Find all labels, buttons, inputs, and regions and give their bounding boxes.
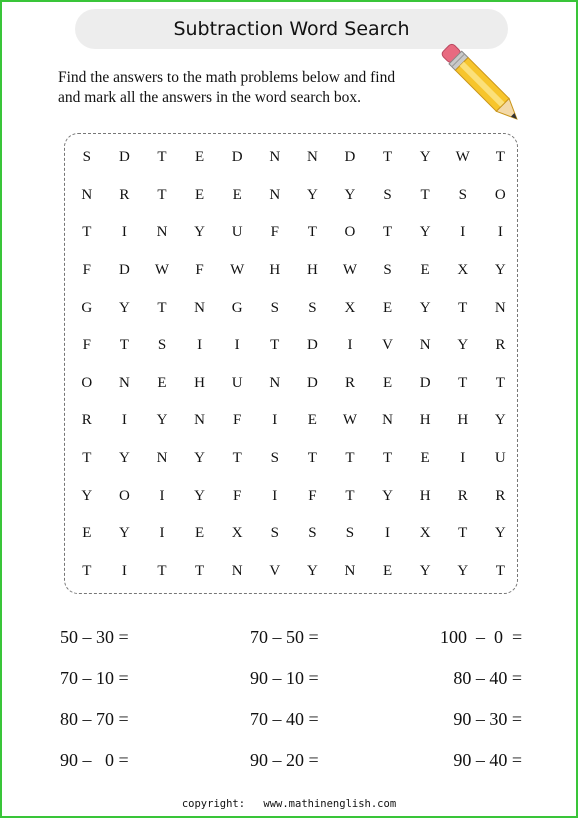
- grid-letter[interactable]: X: [231, 525, 243, 542]
- grid-letter[interactable]: E: [382, 374, 393, 391]
- grid-letter[interactable]: N: [382, 412, 393, 429]
- grid-letter[interactable]: I: [497, 224, 503, 241]
- grid-letter[interactable]: N: [194, 299, 205, 316]
- grid-letter[interactable]: T: [345, 487, 355, 504]
- grid-letter[interactable]: S: [308, 299, 317, 316]
- grid-letter[interactable]: N: [306, 149, 318, 166]
- math-problem: 90 – 10 =: [250, 668, 319, 688]
- grid-letter[interactable]: Y: [156, 412, 168, 429]
- grid-letter[interactable]: E: [82, 525, 92, 542]
- grid-letter[interactable]: I: [159, 525, 165, 542]
- grid-letter[interactable]: N: [231, 562, 243, 579]
- grid-letter[interactable]: W: [230, 262, 245, 279]
- grid-letter[interactable]: R: [119, 186, 130, 203]
- grid-letter[interactable]: T: [345, 450, 355, 467]
- grid-letter[interactable]: U: [231, 224, 243, 241]
- grid-letter[interactable]: I: [272, 487, 278, 504]
- grid-letter[interactable]: T: [270, 337, 280, 354]
- grid-letter[interactable]: N: [269, 374, 281, 391]
- grid-letter[interactable]: F: [233, 487, 242, 504]
- grid-letter[interactable]: N: [81, 186, 93, 203]
- math-problem: 70 – 50 =: [250, 627, 319, 647]
- grid-letter[interactable]: I: [121, 224, 127, 241]
- grid-letter[interactable]: Y: [494, 525, 506, 542]
- grid-letter[interactable]: T: [82, 450, 92, 467]
- grid-letter[interactable]: Y: [382, 487, 393, 504]
- grid-letter[interactable]: I: [234, 337, 240, 354]
- grid-letter[interactable]: N: [344, 562, 356, 579]
- math-problem: 90 – 40 =: [453, 750, 522, 770]
- grid-letter[interactable]: W: [342, 262, 358, 279]
- grid-letter[interactable]: Y: [457, 337, 469, 354]
- math-problem: 100 – 0 =: [440, 627, 523, 647]
- grid-letter[interactable]: E: [382, 562, 393, 579]
- grid-letter[interactable]: I: [385, 525, 391, 542]
- grid-letter[interactable]: Y: [118, 525, 130, 542]
- grid-letter[interactable]: W: [455, 149, 470, 166]
- grid-letter[interactable]: Y: [194, 487, 205, 504]
- grid-letter[interactable]: O: [344, 224, 356, 241]
- grid-letter[interactable]: F: [82, 262, 91, 279]
- grid-letter[interactable]: Y: [419, 149, 431, 166]
- grid-letter[interactable]: T: [495, 149, 505, 166]
- page-title: Subtraction Word Search: [173, 18, 410, 40]
- grid-letter[interactable]: N: [156, 450, 168, 467]
- grid-letter[interactable]: Y: [306, 186, 318, 203]
- grid-letter[interactable]: T: [382, 224, 393, 241]
- grid-letter[interactable]: E: [157, 374, 167, 391]
- math-problem: 90 – 30 =: [453, 709, 522, 729]
- grid-letter[interactable]: G: [81, 299, 93, 316]
- word-search-grid: [68, 139, 519, 590]
- grid-letter[interactable]: O: [118, 487, 130, 504]
- grid-letter[interactable]: E: [382, 299, 393, 316]
- grid-letter[interactable]: O: [81, 374, 93, 391]
- grid-letter[interactable]: U: [494, 450, 506, 467]
- grid-letter[interactable]: S: [270, 299, 279, 316]
- grid-letter[interactable]: O: [494, 186, 506, 203]
- grid-letter[interactable]: S: [308, 525, 317, 542]
- grid-letter[interactable]: X: [344, 299, 356, 316]
- grid-letter[interactable]: T: [307, 224, 317, 241]
- math-problem: 80 – 40 =: [453, 668, 522, 688]
- grid-letter[interactable]: R: [81, 412, 92, 429]
- grid-letter[interactable]: D: [118, 262, 130, 279]
- grid-letter[interactable]: T: [157, 562, 167, 579]
- grid-letter[interactable]: W: [342, 412, 358, 429]
- grid-letter[interactable]: W: [154, 262, 170, 279]
- math-problem: 50 – 30 =: [60, 627, 129, 647]
- grid-letter[interactable]: T: [420, 186, 430, 203]
- pencil-icon: [432, 38, 524, 128]
- grid-letter[interactable]: E: [194, 186, 205, 203]
- grid-letter[interactable]: R: [344, 374, 355, 391]
- grid-letter[interactable]: S: [157, 337, 167, 354]
- grid-letter[interactable]: Y: [306, 562, 318, 579]
- grid-letter[interactable]: F: [195, 262, 204, 279]
- grid-letter[interactable]: D: [118, 149, 130, 166]
- footer: [2, 798, 576, 810]
- grid-letter[interactable]: S: [458, 186, 467, 203]
- grid-letter[interactable]: Y: [81, 487, 93, 504]
- grid-letter[interactable]: V: [269, 562, 281, 579]
- grid-letter[interactable]: S: [270, 525, 279, 542]
- instructions-line-1: Find the answers to the math problems below and find: [58, 69, 396, 86]
- math-problem: 70 – 40 =: [250, 709, 319, 729]
- grid-letter[interactable]: I: [460, 450, 466, 467]
- grid-letter[interactable]: T: [307, 450, 317, 467]
- grid-letter[interactable]: Y: [118, 450, 130, 467]
- grid-letter[interactable]: H: [419, 487, 431, 504]
- grid-letter[interactable]: D: [419, 374, 431, 391]
- grid-letter[interactable]: S: [345, 525, 355, 542]
- math-problems: [60, 618, 522, 782]
- grid-letter[interactable]: Y: [419, 299, 431, 316]
- copyright-site: www.mathinenglish.com: [263, 798, 397, 810]
- grid-letter[interactable]: I: [460, 224, 466, 241]
- grid-letter[interactable]: X: [457, 262, 469, 279]
- grid-letter[interactable]: N: [269, 149, 281, 166]
- grid-letter[interactable]: X: [419, 525, 431, 542]
- copyright-label: copyright:: [181, 798, 246, 810]
- grid-letter[interactable]: Y: [118, 299, 130, 316]
- grid-letter[interactable]: Y: [194, 224, 205, 241]
- grid-letter[interactable]: R: [495, 337, 506, 354]
- instructions: [58, 68, 428, 108]
- grid-letter[interactable]: H: [194, 374, 205, 391]
- grid-letter[interactable]: T: [119, 337, 129, 354]
- math-problem: 70 – 10 =: [60, 668, 129, 688]
- grid-letter[interactable]: E: [194, 149, 205, 166]
- grid-letter[interactable]: N: [118, 374, 130, 391]
- grid-letter[interactable]: I: [121, 412, 127, 429]
- grid-letter[interactable]: T: [382, 450, 393, 467]
- grid-letter[interactable]: S: [383, 186, 392, 203]
- grid-letter[interactable]: Y: [494, 262, 506, 279]
- grid-letter[interactable]: Y: [419, 562, 431, 579]
- grid-letter[interactable]: Y: [344, 186, 356, 203]
- grid-letter[interactable]: R: [495, 487, 506, 504]
- grid-letter[interactable]: E: [420, 450, 430, 467]
- grid-letter[interactable]: U: [231, 374, 243, 391]
- grid-letter[interactable]: T: [232, 450, 242, 467]
- grid-letter[interactable]: H: [457, 412, 469, 429]
- grid-letter[interactable]: Y: [457, 562, 469, 579]
- grid-letter[interactable]: S: [383, 262, 392, 279]
- grid-letter[interactable]: E: [307, 412, 317, 429]
- grid-letter[interactable]: N: [156, 224, 168, 241]
- grid-letter[interactable]: F: [270, 224, 279, 241]
- grid-letter[interactable]: I: [272, 412, 278, 429]
- grid-letter[interactable]: Y: [194, 450, 205, 467]
- grid-letter[interactable]: T: [157, 299, 167, 316]
- grid-letter[interactable]: D: [306, 374, 318, 391]
- grid-letter[interactable]: S: [82, 149, 91, 166]
- grid-letter[interactable]: T: [495, 374, 505, 391]
- grid-letter[interactable]: S: [270, 450, 279, 467]
- grid-letter[interactable]: T: [82, 224, 92, 241]
- grid-letter[interactable]: I: [197, 337, 203, 354]
- grid-letter[interactable]: F: [308, 487, 317, 504]
- grid-letter[interactable]: N: [494, 299, 506, 316]
- grid-letter[interactable]: T: [458, 525, 468, 542]
- grid-letter[interactable]: Y: [494, 412, 506, 429]
- grid-letter[interactable]: H: [419, 412, 431, 429]
- grid-letter[interactable]: I: [159, 487, 165, 504]
- grid-letter[interactable]: H: [269, 262, 281, 279]
- grid-letter[interactable]: T: [194, 562, 205, 579]
- math-problem: 90 – 20 =: [250, 750, 319, 770]
- grid-letter[interactable]: Y: [419, 224, 431, 241]
- grid-letter[interactable]: I: [347, 337, 353, 354]
- grid-letter[interactable]: T: [82, 562, 92, 579]
- grid-letter[interactable]: I: [121, 562, 127, 579]
- grid-letter[interactable]: N: [194, 412, 205, 429]
- grid-letter[interactable]: D: [344, 149, 356, 166]
- grid-letter[interactable]: G: [231, 299, 243, 316]
- grid-letter[interactable]: R: [457, 487, 468, 504]
- grid-letter[interactable]: T: [458, 299, 468, 316]
- math-problem: 80 – 70 =: [60, 709, 129, 729]
- grid-letter[interactable]: T: [157, 186, 167, 203]
- grid-letter[interactable]: D: [231, 149, 243, 166]
- grid-letter[interactable]: F: [233, 412, 242, 429]
- grid-letter[interactable]: T: [458, 374, 468, 391]
- grid-letter[interactable]: N: [269, 186, 281, 203]
- grid-letter[interactable]: T: [495, 562, 505, 579]
- grid-letter[interactable]: F: [82, 337, 91, 354]
- instructions-line-2: and mark all the answers in the word search box.: [58, 89, 362, 106]
- grid-letter[interactable]: D: [306, 337, 318, 354]
- grid-letter[interactable]: T: [382, 149, 393, 166]
- grid-letter[interactable]: E: [194, 525, 205, 542]
- grid-letter[interactable]: H: [306, 262, 318, 279]
- grid-letter[interactable]: T: [157, 149, 167, 166]
- grid-letter[interactable]: V: [382, 337, 393, 354]
- math-problem: 90 – 0 =: [60, 750, 129, 770]
- grid-letter[interactable]: E: [232, 186, 242, 203]
- grid-letter[interactable]: N: [419, 337, 431, 354]
- grid-letter[interactable]: E: [420, 262, 430, 279]
